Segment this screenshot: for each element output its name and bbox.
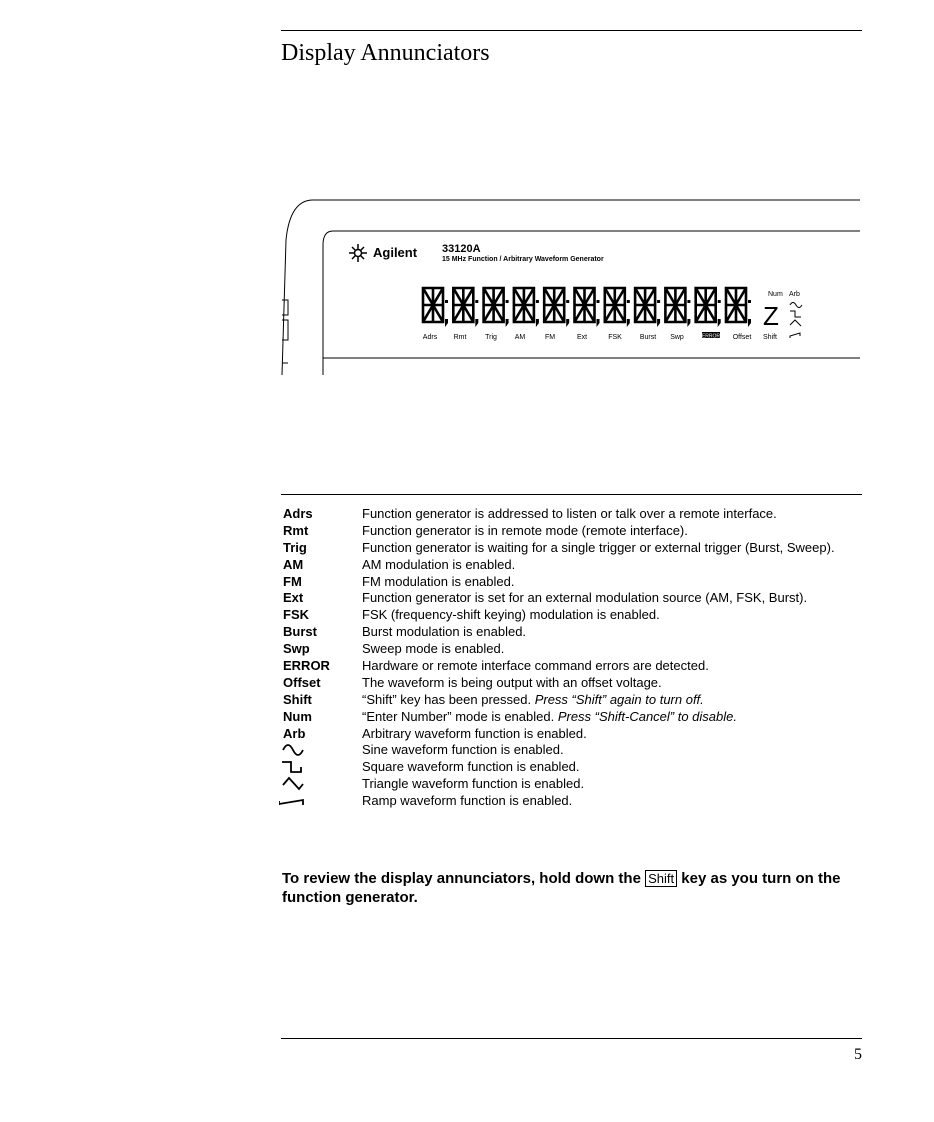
annunciator-key: Shift xyxy=(283,691,312,707)
description-italic: Press “Shift” again to turn off. xyxy=(534,691,704,707)
description-text: Burst modulation is enabled. xyxy=(362,624,527,640)
segment-digit xyxy=(423,288,448,327)
annunciator-label: ERROR xyxy=(701,333,721,340)
annunciator-label: Shift xyxy=(762,334,778,341)
segment-digit xyxy=(635,288,660,327)
annunciator-key: FSK xyxy=(283,607,309,623)
description-text: Arbitrary waveform function is enabled. xyxy=(362,725,587,741)
description-text: FM modulation is enabled. xyxy=(362,573,515,589)
annunciator-label: Offset xyxy=(732,334,752,341)
shift-key-label: Shift xyxy=(645,870,677,887)
annunciator-label: AM xyxy=(514,334,526,341)
annunciator-key: Offset xyxy=(283,674,321,690)
annunciator-label: Adrs xyxy=(422,334,438,341)
annunciator-description xyxy=(362,675,662,692)
table-row xyxy=(283,523,835,540)
description-text: Ramp waveform function is enabled. xyxy=(362,793,573,809)
bottom-rule xyxy=(281,1038,862,1039)
page-number: 5 xyxy=(854,1046,862,1063)
model-subtitle: 15 MHz Function / Arbitrary Waveform Generator xyxy=(442,256,604,263)
table-row xyxy=(283,692,835,709)
description-italic: Press “Shift-Cancel” to disable. xyxy=(557,708,737,724)
annunciator-label: Rmt xyxy=(453,334,467,341)
description-text: FSK (frequency-shift keying) modulation is enabled. xyxy=(362,607,660,623)
instruction-note xyxy=(282,869,842,907)
annunciator-description xyxy=(362,759,580,776)
page-title: Display Annunciators xyxy=(281,40,490,66)
table-row xyxy=(283,624,835,641)
annunciator-key: Ext xyxy=(283,590,304,606)
annunciator-label: FSK xyxy=(608,334,622,341)
annunciator-description xyxy=(362,742,564,759)
outer-panel-outline xyxy=(282,200,860,375)
segment-digit xyxy=(514,288,539,327)
note-text-before: To review the display annunciators, hold down the xyxy=(282,870,646,887)
ramp-annunciator-icon xyxy=(790,333,800,338)
top-rule xyxy=(281,30,862,31)
table-row xyxy=(283,557,835,574)
table-row xyxy=(283,726,835,743)
annunciator-description xyxy=(362,658,709,675)
agilent-logo-icon xyxy=(349,244,367,262)
segment-digit xyxy=(665,288,690,327)
annunciator-description xyxy=(362,607,660,624)
description-text: The waveform is being output with an offset voltage. xyxy=(362,674,662,690)
segment-digit xyxy=(575,288,600,327)
table-row xyxy=(283,607,835,624)
description-text: Sine waveform function is enabled. xyxy=(362,742,564,758)
front-panel-illustration xyxy=(278,195,868,380)
annunciator-label: FM xyxy=(544,334,556,341)
description-text: Function generator is in remote mode (remote interface). xyxy=(362,522,688,538)
segment-digit xyxy=(696,288,721,327)
table-row xyxy=(283,776,835,793)
annunciator-key: Arb xyxy=(283,725,306,741)
annunciator-description xyxy=(362,726,587,743)
annunciator-description xyxy=(362,523,688,540)
table-row xyxy=(283,759,835,776)
table-row xyxy=(283,709,835,726)
annunciator-description xyxy=(362,776,584,793)
description-text: Triangle waveform function is enabled. xyxy=(362,776,585,792)
annunciator-description xyxy=(362,557,515,574)
note-text-after: key as you turn on the function generator. xyxy=(282,870,841,906)
table-row xyxy=(283,540,835,557)
square-wave-icon xyxy=(283,759,362,776)
description-text: Function generator is set for an external modulation source (AM, FSK, Burst). xyxy=(362,590,808,606)
table-row xyxy=(283,675,835,692)
annunciator-description xyxy=(362,624,526,641)
annunciator-description xyxy=(362,793,572,810)
annunciator-table xyxy=(283,506,835,810)
annunciator-description xyxy=(362,641,504,658)
ramp-wave-icon xyxy=(283,793,362,810)
description-text: Function generator is waiting for a single trigger or external trigger (Burst, Sweep). xyxy=(362,539,835,555)
triangle-wave-icon xyxy=(283,776,362,793)
sine-annunciator-icon xyxy=(790,303,802,308)
segment-digit xyxy=(544,288,569,327)
square-annunciator-icon xyxy=(790,311,801,317)
segment-digits xyxy=(423,288,751,327)
annunciator-label: Swp xyxy=(670,334,684,341)
description-text: “Shift” key has been pressed. xyxy=(362,691,535,707)
annunciator-key: AM xyxy=(283,556,304,572)
annunciator-description xyxy=(362,590,807,607)
description-text: Square waveform function is enabled. xyxy=(362,759,580,775)
annunciator-label: Trig xyxy=(485,334,497,341)
num-annunciator: Num xyxy=(768,291,783,298)
segment-digit xyxy=(605,288,630,327)
arb-annunciator: Arb xyxy=(789,291,800,298)
annunciator-key: Swp xyxy=(283,641,310,657)
table-row xyxy=(283,793,835,810)
annunciator-description xyxy=(362,574,514,591)
z-character: Z xyxy=(763,301,779,331)
table-rule xyxy=(281,494,862,495)
annunciator-description xyxy=(362,692,704,709)
annunciator-key: Burst xyxy=(283,624,317,640)
description-text: “Enter Number” mode is enabled. xyxy=(362,708,558,724)
description-text: Sweep mode is enabled. xyxy=(362,641,505,657)
annunciator-label: Ext xyxy=(576,334,588,341)
table-row xyxy=(283,658,835,675)
description-text: Hardware or remote interface command errors are detected. xyxy=(362,658,709,674)
table-row xyxy=(283,641,835,658)
annunciator-description xyxy=(362,709,737,726)
annunciator-key: Rmt xyxy=(283,522,309,538)
description-text: AM modulation is enabled. xyxy=(362,556,516,572)
table-row xyxy=(283,590,835,607)
segment-digit xyxy=(726,288,751,327)
segment-digit xyxy=(484,288,509,327)
sine-wave-icon xyxy=(283,742,362,759)
table-row xyxy=(283,506,835,523)
annunciator-key: Trig xyxy=(283,539,307,555)
annunciator-description xyxy=(362,540,835,557)
annunciator-key: Adrs xyxy=(283,506,313,521)
table-row xyxy=(283,742,835,759)
table-row xyxy=(283,574,835,591)
model-number: 33120A xyxy=(442,243,481,255)
annunciator-labels xyxy=(423,332,777,341)
annunciator-description xyxy=(362,506,777,523)
segment-digit xyxy=(453,288,478,327)
annunciator-key: FM xyxy=(283,573,302,589)
annunciator-key: ERROR xyxy=(283,658,330,674)
annunciator-label: Burst xyxy=(639,334,657,341)
triangle-annunciator-icon xyxy=(790,320,801,326)
brand-name: Agilent xyxy=(373,245,418,260)
annunciator-key: Num xyxy=(283,708,312,724)
description-text: Function generator is addressed to listen or talk over a remote interface. xyxy=(362,506,777,521)
